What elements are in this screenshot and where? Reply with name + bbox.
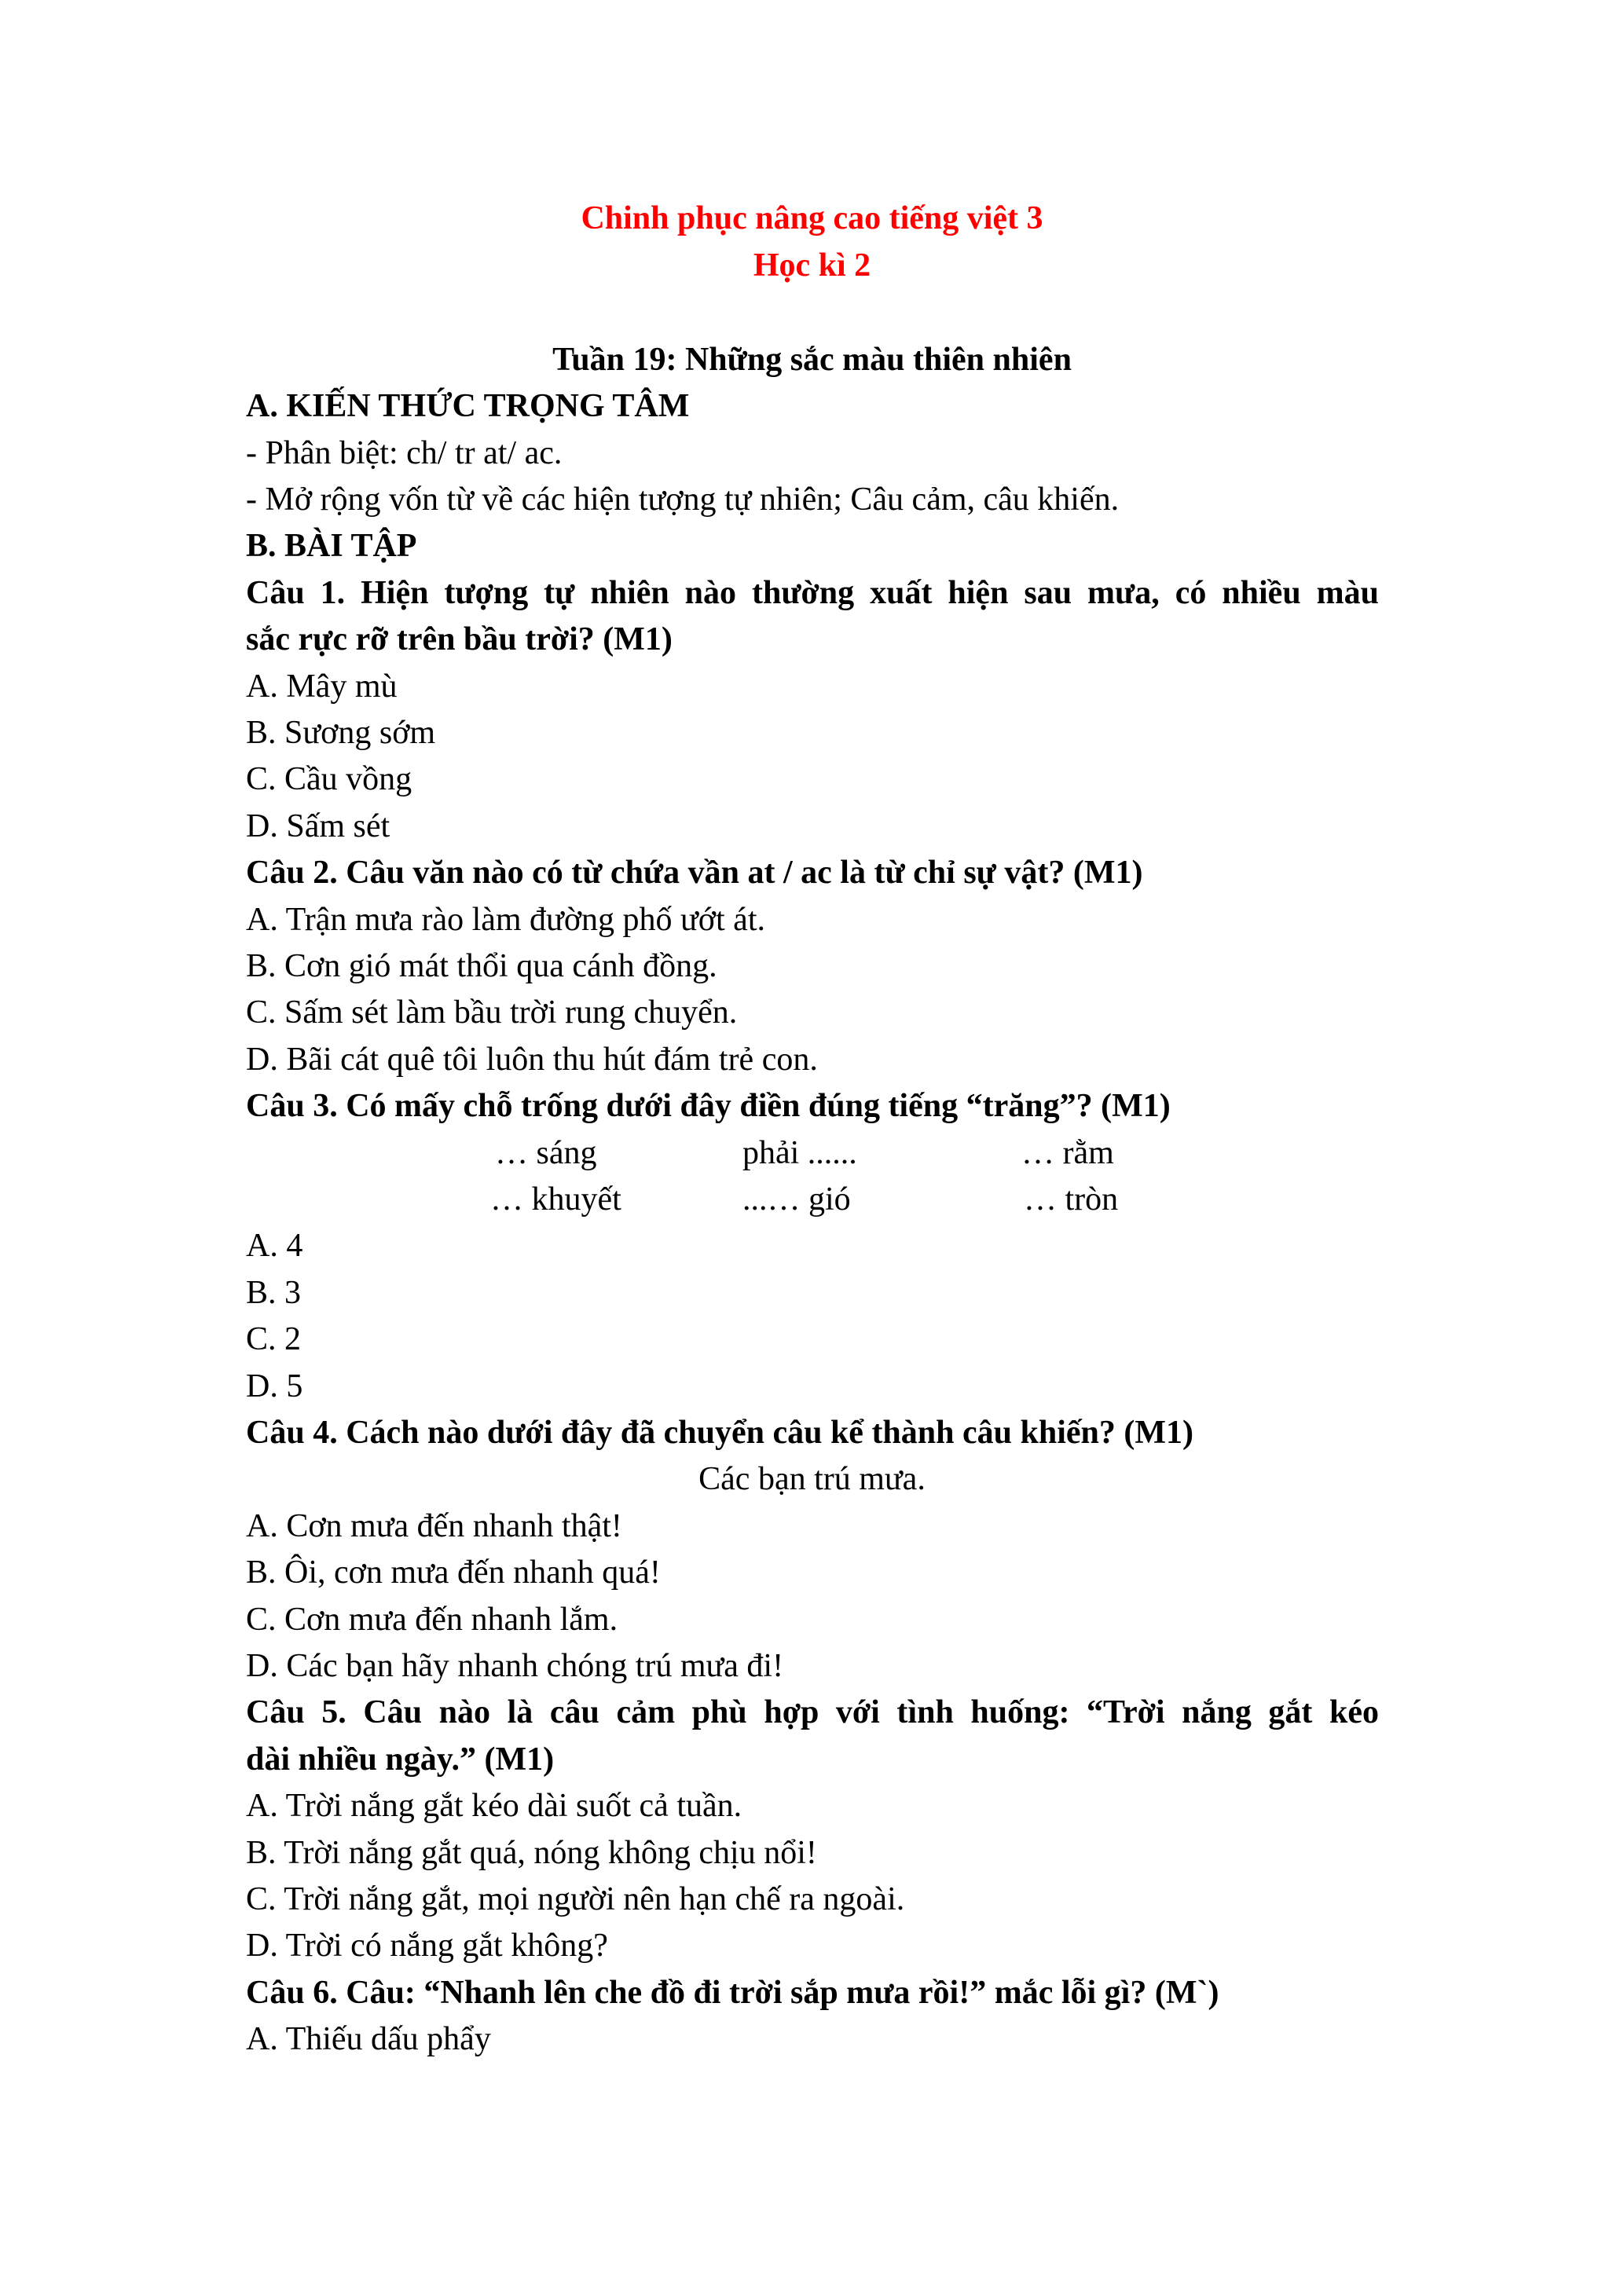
question-5-prompt-cont: dài nhiều ngày.” (M1) [246,1741,555,1778]
question-4-option-a: A. Cơn mưa đến nhanh thật! [246,1508,622,1544]
blank-grid-cell: … khuyết [490,1181,621,1218]
question-3-prompt: Câu 3. Có mấy chỗ trống dưới đây điền đúng tiếng “trăng”? (M1) [246,1088,1171,1124]
question-2-option-a: A. Trận mưa rào làm đường phố ướt át. [246,902,765,938]
question-2-option-b: B. Cơn gió mát thổi qua cánh đồng. [246,948,717,984]
section-a-item: - Phân biệt: ch/ tr at/ ac. [246,435,563,471]
section-b-heading: B. BÀI TẬP [246,528,417,564]
question-3-option-a: A. 4 [246,1228,303,1264]
question-1-option-d: D. Sấm sét [246,808,390,844]
question-4-option-d: D. Các bạn hãy nhanh chóng trú mưa đi! [246,1648,784,1684]
question-3-option-d: D. 5 [246,1368,303,1404]
question-1-option-c: C. Cầu vồng [246,761,412,797]
question-4-option-b: B. Ôi, cơn mưa đến nhanh quá! [246,1554,661,1591]
question-5-option-d: D. Trời có nắng gắt không? [246,1928,608,1964]
week-title: Tuần 19: Những sắc màu thiên nhiên [552,342,1072,378]
blank-grid-cell: … tròn [1024,1181,1119,1218]
blank-grid-cell: ...… gió [742,1181,851,1218]
question-2-prompt: Câu 2. Câu văn nào có từ chứa vần at / ac là từ chỉ sự vật? (M1) [246,855,1143,891]
section-a-heading: A. KIẾN THỨC TRỌNG TÂM [246,388,690,424]
question-4-example-sentence: Các bạn trú mưa. [698,1461,926,1497]
question-5-prompt: Câu 5. Câu nào là câu cảm phù hợp với tình huống: “Trời nắng gắt kéo [246,1694,1379,1730]
document-subtitle: Học kì 2 [753,247,871,284]
blank-grid-cell: … rằm [1021,1135,1114,1171]
question-6-option-a: A. Thiếu dấu phẩy [246,2021,491,2057]
question-2-option-d: D. Bãi cát quê tôi luôn thu hút đám trẻ con. [246,1042,818,1078]
question-4-prompt: Câu 4. Cách nào dưới đây đã chuyển câu kể thành câu khiến? (M1) [246,1415,1194,1451]
blank-grid-cell: phải ...... [742,1135,857,1171]
question-2-option-c: C. Sấm sét làm bầu trời rung chuyển. [246,994,738,1031]
question-3-option-b: B. 3 [246,1275,302,1311]
question-1-option-a: A. Mây mù [246,668,398,705]
question-5-option-a: A. Trời nắng gắt kéo dài suốt cả tuần. [246,1788,742,1824]
question-1-prompt-cont: sắc rực rỡ trên bầu trời? (M1) [246,621,673,657]
question-5-option-c: C. Trời nắng gắt, mọi người nên hạn chế ra ngoài. [246,1881,905,1917]
question-1-prompt: Câu 1. Hiện tượng tự nhiên nào thường xuất hiện sau mưa, có nhiều màu [246,575,1379,611]
blank-grid-cell: … sáng [495,1135,597,1171]
question-4-option-c: C. Cơn mưa đến nhanh lắm. [246,1602,618,1638]
section-a-item: - Mở rộng vốn từ về các hiện tượng tự nhiên; Câu cảm, câu khiến. [246,482,1120,518]
document-title: Chinh phục nâng cao tiếng việt 3 [581,200,1043,236]
question-6-prompt: Câu 6. Câu: “Nhanh lên che đồ đi trời sắp mưa rồi!” mắc lỗi gì? (M`) [246,1975,1219,2011]
question-3-option-c: C. 2 [246,1321,302,1357]
question-5-option-b: B. Trời nắng gắt quá, nóng không chịu nổi! [246,1835,817,1871]
question-1-option-b: B. Sương sớm [246,715,436,751]
